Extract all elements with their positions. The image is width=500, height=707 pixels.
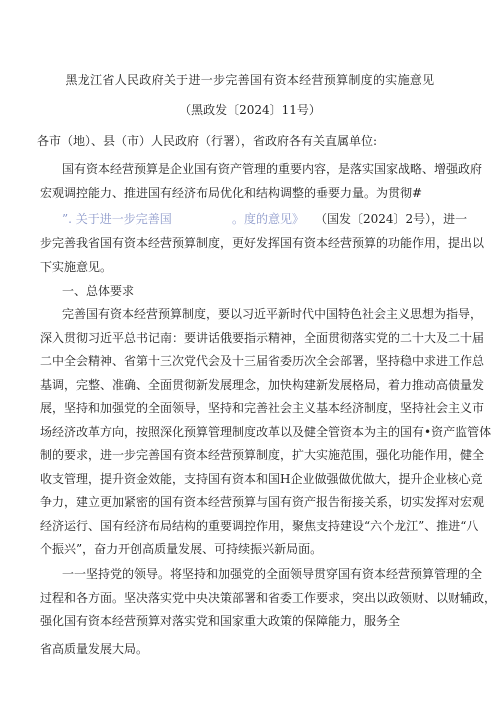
paragraph-line: 宏观调控能力、推进国有经济布局优化和结构调整的垂要力量。为贯彻# [40,186,423,200]
paragraph-line: 展，坚持和加强党的全面领导，坚持和完善社会主义基本经济制度，坚持社会主义市 [40,401,485,415]
paragraph-line: 场经济改革方向，按照深化预算管理制度改革以及健全管资本为主的国有•资产监管体 [40,425,492,439]
paragraph-line: 深入贯彻习近平总书记南：要讲话俄要指示精神，全面贯彻落实党的二十大及二十届 [40,331,485,345]
paragraph-line: 一一坚持党的领导。将坚持和加强党的全面领导贯穿国有资本经营预算管理的全 [62,567,483,581]
faded-text-fragment: 。度的意见》 [232,212,305,226]
paragraph-line: 强化国有资本经营预算对落实党和国家重大政策的保障能力，服务全 [40,614,401,628]
document-number: （黑政发〔2024〕11号） [179,103,321,117]
paragraph-line: 制的要求，进一步完善国有资本经营预算制度，扩大实施范围，强化功能作用，健全 [40,448,485,462]
paragraph-line: 完善国有资本经营预算制度，要以习近平新时代中国特色社会主义思想为指导， [62,307,483,321]
document-title: 黑龙江省人民政府关于进一步完善国有资本经营预算制度的实施意见 [65,73,435,87]
paragraph-line: 经济运行、国有经济布局结构的重要调控作用，聚焦支持建设“六个龙江”、推进“八 [40,519,479,533]
paragraph-line: 个振兴”，奋力开创高质量发展、可持续振兴新局面。 [40,542,323,556]
paragraph-line: 步完善我省国有资本经营预算制度，更好发挥国有资本经营预算的功能作用，提出以 [40,236,485,250]
paragraph-line: 争力，建立更加紧密的国有资本经营预算与国有资产报告衔接关系，切实发挥对宏观 [40,495,485,509]
paragraph-line: 省高质量发展大局。 [40,642,149,656]
paragraph-line: 收支管理，提升资金效能，支持国有资本和国H企业做强做优做大，提升企业核心竞 [40,472,483,486]
faded-text-fragment: ”. 关于进一步完善国 [62,212,172,226]
paragraph-line: 基调，完整、准确、全面贯彻新发展理念，加快构建新发展格局，着力推动高债量发 [40,378,485,392]
paragraph-line: 过程和各方面。坚决落实党中央决策部署和省委工作要求，突出以政领财、以财辅政， [40,591,497,605]
section-heading: 一、总体要求 [62,284,135,298]
salutation: 各市（地）、县（市）人民政府（行署），省政府各有关直属单位: [37,134,378,148]
paragraph-line: 国有资本经营预算是企业国有资产管理的重要内容，是落实国家战略、增强政府 [62,162,483,176]
paragraph-line: 下实施意见。 [40,260,113,274]
paragraph-line: （国发〔2024〕2号），进一 [315,212,468,226]
paragraph-line: 二中全会精神、省第十三次党代会及十三届省委历次全会部署，坚持稳中求进工作总 [40,354,485,368]
